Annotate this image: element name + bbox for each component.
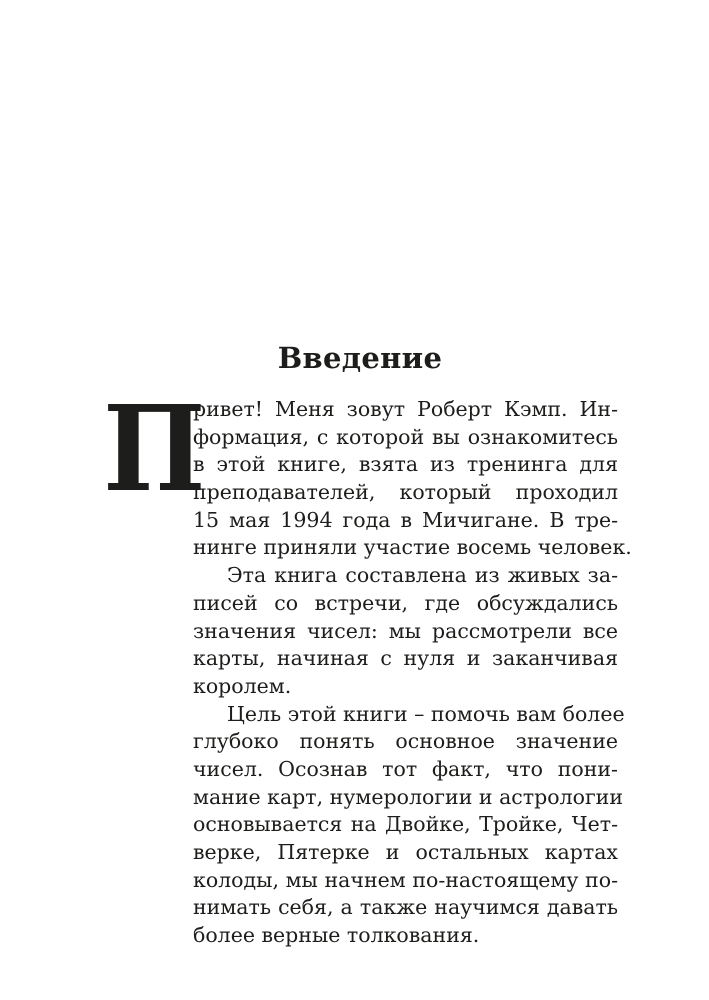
text-line: чисел. Осознав тот факт, что пони-: [193, 756, 618, 781]
text-line: Эта книга составлена из живых за-: [227, 563, 618, 588]
text-line: формация, с которой вы ознакомитесь: [193, 424, 618, 449]
drop-cap-letter: П: [103, 379, 206, 518]
text-line: преподавателей, который проходил: [193, 480, 618, 505]
chapter-title: Введение: [277, 341, 443, 375]
text-line: верке, Пятерке и остальных картах: [193, 840, 618, 864]
text-line: королем.: [193, 673, 292, 698]
text-line: более верные толкования.: [193, 923, 480, 948]
text-line: колоды, мы начнем по-настоящему по-: [193, 867, 618, 892]
text-line: нимать себя, а также научимся давать: [193, 895, 618, 920]
text-line: карты, начиная с нуля и заканчивая: [193, 646, 618, 671]
text-line: основывается на Двойке, Тройке, Чет-: [193, 812, 618, 837]
text-line: значения чисел: мы рассмотрели все: [193, 618, 618, 643]
text-line: Цель этой книги – помочь вам более: [227, 701, 625, 726]
text-line: в этой книге, взята из тренинга для: [193, 452, 618, 477]
text-line: мание карт, нумерологии и астрологии: [193, 784, 624, 809]
text-line: ривет! Меня зовут Роберт Кэмп. Ин-: [193, 397, 618, 421]
chapter-body: [193, 396, 632, 950]
text-line: глубоко понять основное значение: [193, 729, 618, 754]
text-line: писей со встречи, где обсуждались: [193, 590, 618, 615]
text-line: нинге приняли участие восемь человек.: [193, 535, 632, 560]
text-line: 15 мая 1994 года в Мичигане. В тре-: [193, 507, 618, 532]
